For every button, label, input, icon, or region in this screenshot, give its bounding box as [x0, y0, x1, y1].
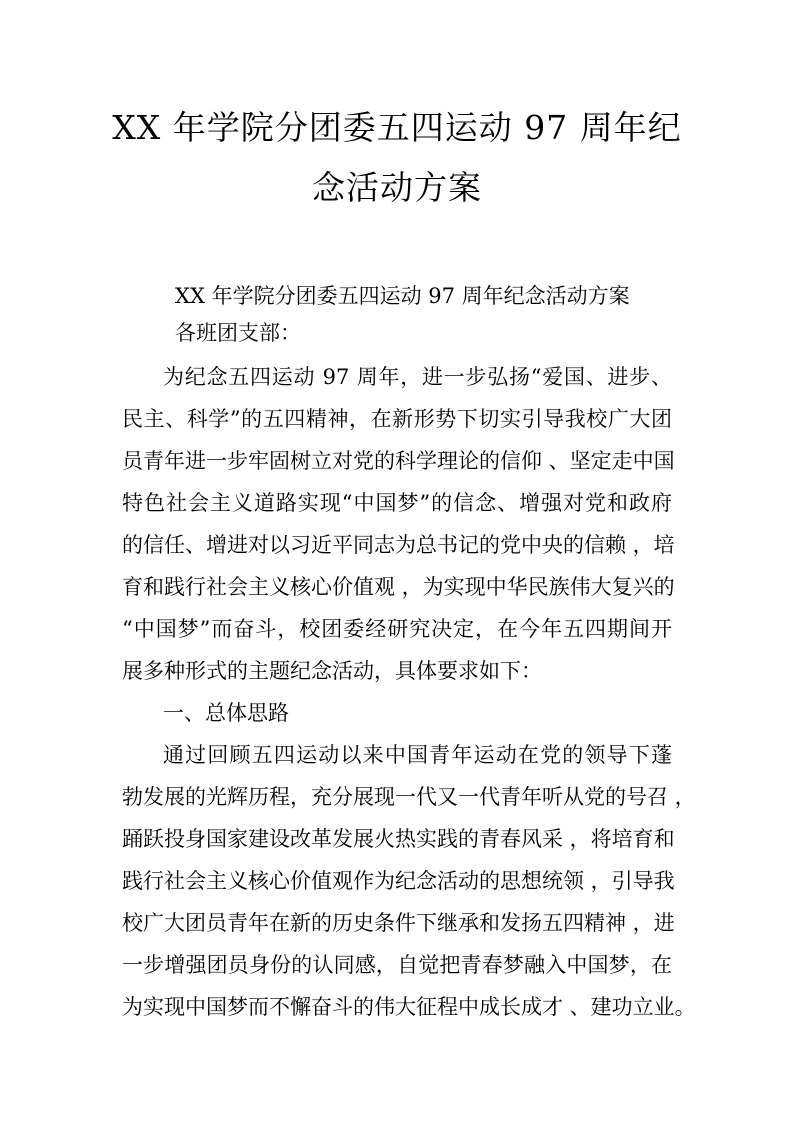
section-paragraph-line: 一步增强团员身份的认同感，自觉把青春梦融入中国梦，在	[122, 953, 672, 977]
document-subtitle: XX 年学院分团委五四运动 97 周年纪念活动方案	[175, 284, 630, 308]
intro-paragraph-line: 特色社会主义道路实现“中国梦”的信念、增强对党和政府	[122, 491, 672, 515]
document-title-line-2: 念活动方案	[312, 168, 482, 207]
intro-paragraph-line: “中国梦”而奋斗，校团委经研究决定，在今年五四期间开	[122, 617, 672, 641]
section-paragraph-line: 勃发展的光辉历程，充分展现一代又一代青年听从党的号召 ，	[122, 785, 696, 809]
section-paragraph-line: 踊跃投身国家建设改革发展火热实践的青春风采 ，将培育和	[122, 827, 675, 851]
section-paragraph-line: 践行社会主义核心价值观作为纪念活动的思想统领 ，引导我	[122, 869, 675, 893]
intro-paragraph-line: 育和践行社会主义核心价值观 ，为实现中华民族伟大复兴的	[122, 575, 675, 599]
section-paragraph-line: 校广大团员青年在新的历史条件下继承和发扬五四精神 ，进	[122, 911, 675, 935]
salutation: 各班团支部：	[175, 321, 301, 345]
intro-paragraph-line: 员青年进一步牢固树立对党的科学理论的信仰 、坚定走中国	[122, 449, 675, 473]
intro-paragraph-line: 民主、科学”的五四精神，在新形势下切实引导我校广大团	[122, 407, 672, 431]
document-title-line-1: XX 年学院分团委五四运动 97 周年纪	[112, 108, 682, 147]
section-paragraph-line: 为实现中国梦而不懈奋斗的伟大征程中成长成才 、建功立业。	[122, 995, 696, 1019]
section-paragraph-line: 通过回顾五四运动以来中国青年运动在党的领导下蓬	[163, 743, 672, 767]
intro-paragraph-line: 的信任、增进对以习近平同志为总书记的党中央的信赖 ，培	[122, 533, 675, 557]
section-heading: 一、总体思路	[163, 701, 289, 725]
intro-paragraph-line: 展多种形式的主题纪念活动，具体要求如下：	[122, 659, 542, 683]
intro-paragraph-line: 为纪念五四运动 97 周年，进一步弘扬“爱国、进步、	[163, 365, 672, 389]
